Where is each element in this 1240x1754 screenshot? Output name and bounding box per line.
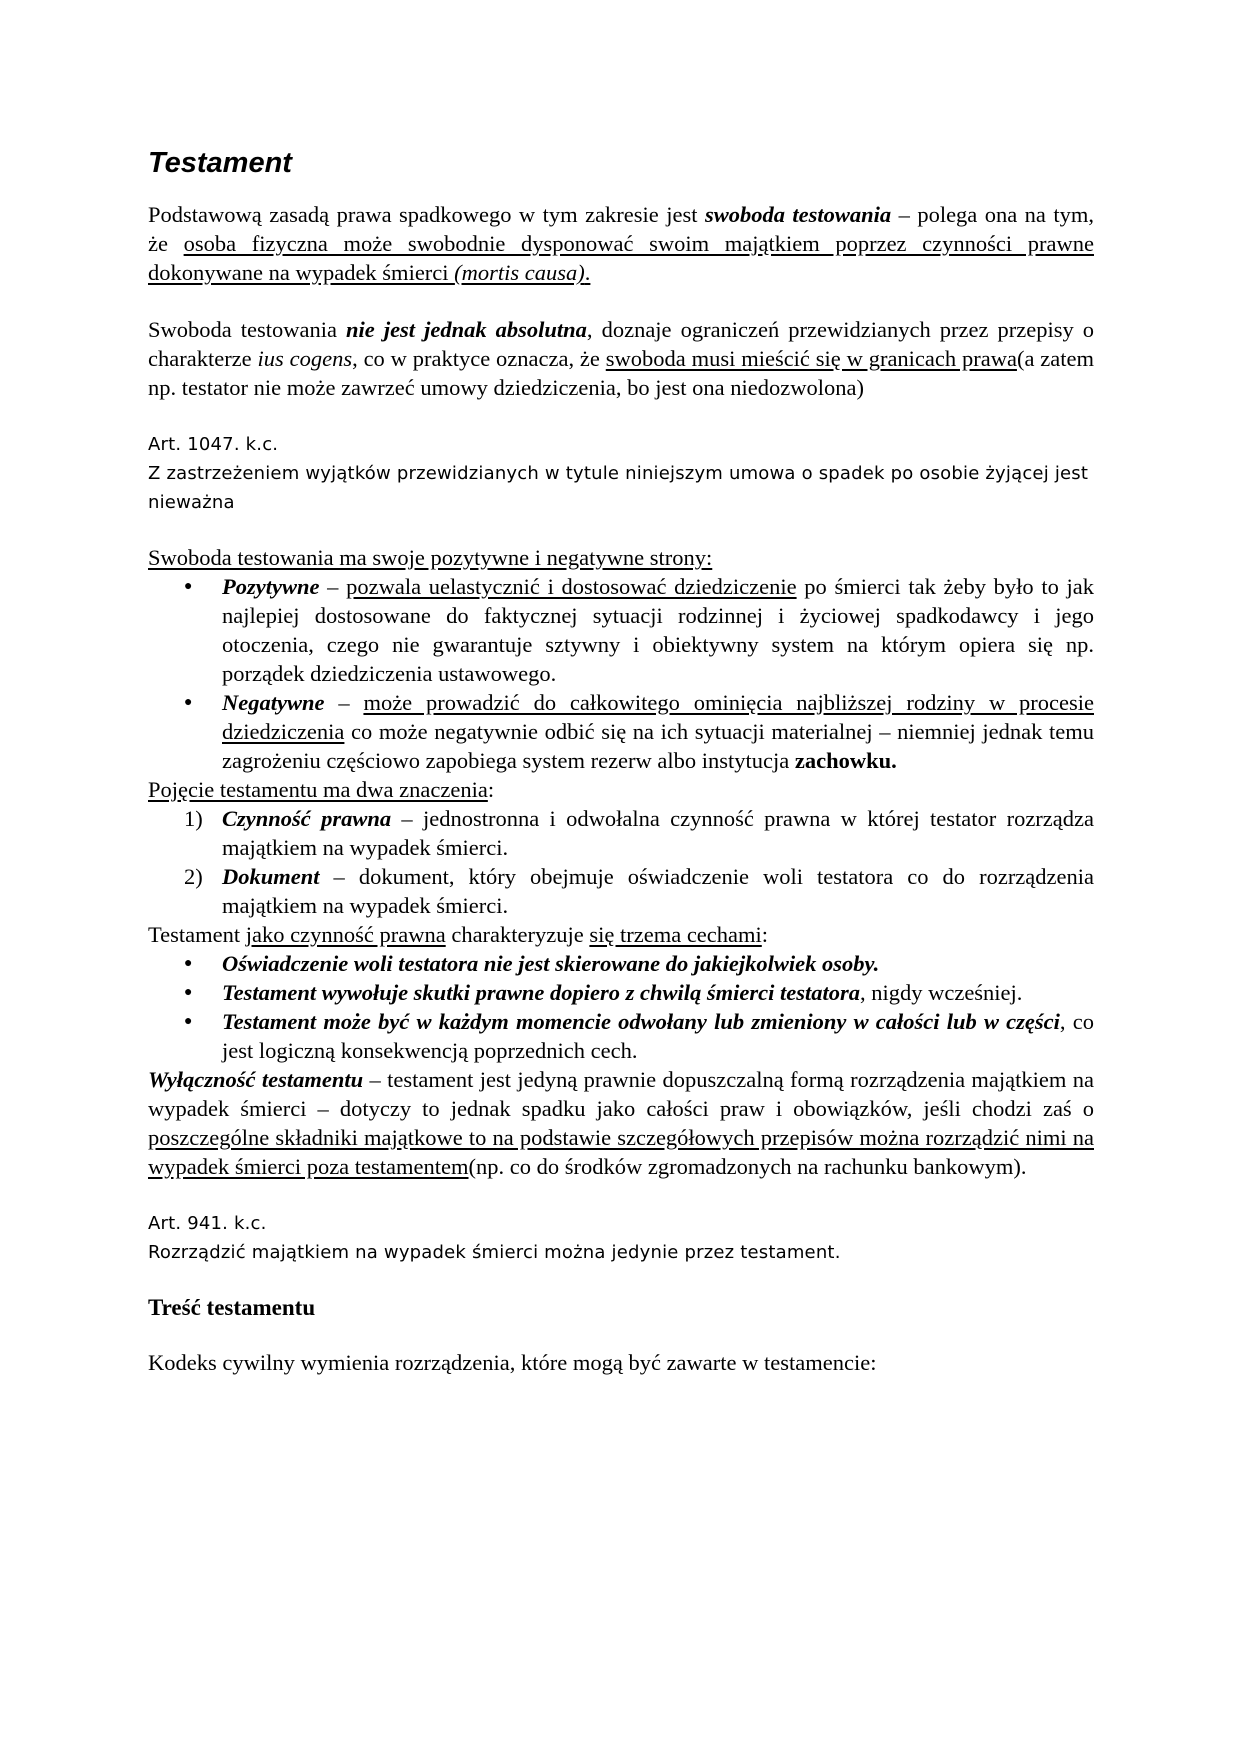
text: (a zatem np. testator nie może zawrzeć umowy dziedziczenia, bo jest ona niedozwolona)	[148, 346, 1094, 400]
article-941-quote	[148, 1209, 1094, 1267]
article-text: Z zastrzeżeniem wyjątków przewidzianych w tytule niniejszym umowa o spadek po osobie żyjącej jest nieważna	[148, 463, 1089, 513]
text: Swoboda testowania	[148, 317, 347, 342]
page-title: Testament	[148, 147, 292, 179]
features-list	[148, 949, 1094, 1065]
paragraph-exclusivity: Wyłączność testamentu – testament jest jedyną prawnie dopuszczalną formą rozrządzenia majątkiem na wypadek śmierci – dotyczy to jednak spadku jako całości praw i obowiązków, jeśli chodzi zaś o poszczególne składniki majątkowe to na podstawie szczegółowych przepisów można rozrządzić nimi na wypadek śmierci poza testamentem(np. co do środków zgromadzonych na rachunku bankowym).	[148, 1067, 1094, 1179]
list-item: ● Negatywne – może prowadzić do całkowitego ominięcia najbliższej rodziny w procesie dziedziczenia co może negatywnie odbić się na ich sytuacji materialnej – niemniej jednak temu zagrożeniu częściowo zapobiega system rezerw albo instytucja zachowku.	[148, 688, 1094, 775]
underlined-text: swoboda musi mieścić się w granicach prawa	[605, 346, 1017, 371]
list-item: ● Testament wywołuje skutki prawne dopiero z chwilą śmierci testatora, nigdy wcześniej.	[148, 978, 1094, 1007]
emphasis: nie jest jednak absolutna	[346, 317, 587, 342]
meanings-list	[148, 804, 1094, 920]
features-heading: Testament jako czynność prawna charakteryzuje się trzema cechami:	[148, 922, 769, 947]
article-ref: Art. 941. k.c.	[148, 1213, 267, 1234]
text: , co w praktyce oznacza, że	[352, 346, 606, 371]
emphasis: swoboda testowania	[704, 202, 892, 227]
emphasis: Wyłączność testamentu	[148, 1067, 364, 1092]
closing-line: Kodeks cywilny wymienia rozrządzenia, które mogą być zawarte w testamencie:	[148, 1350, 877, 1375]
sides-list	[148, 572, 1094, 775]
article-1047-quote	[148, 430, 1094, 517]
paragraph-limits	[148, 315, 1094, 402]
sides-heading: Swoboda testowania ma swoje pozytywne i negatywne strony:	[148, 545, 713, 570]
section-heading: Treść testamentu	[148, 1295, 316, 1320]
meanings-heading: Pojęcie testamentu ma dwa znaczenia:	[148, 777, 495, 802]
list-item: 2) Dokument – dokument, który obejmuje oświadczenie woli testatora co do rozrządzenia majątkiem na wypadek śmierci.	[184, 864, 1094, 918]
underlined-text: poszczególne składniki majątkowe to na podstawie szczegółowych przepisów można rozrządzić nimi na wypadek śmierci poza testamentem	[148, 1125, 1094, 1179]
list-item: ● Testament może być w każdym momencie odwołany lub zmieniony w całości lub w części, co jest logiczną konsekwencją poprzednich cech.	[148, 1007, 1094, 1065]
list-item: 1) Czynność prawna – jednostronna i odwołalna czynność prawna w której testator rozrządza majątkiem na wypadek śmierci.	[184, 806, 1094, 860]
list-item: ● Oświadczenie woli testatora nie jest skierowane do jakiejkolwiek osoby.	[148, 949, 1094, 978]
text: Podstawową zasadą prawa spadkowego w tym zakresie jest	[148, 202, 705, 227]
list-item: ● Pozytywne – pozwala uelastycznić i dostosować dziedziczenie po śmierci tak żeby było to jak najlepiej dostosowane do faktycznej sytuacji rodzinnej i życiowej spadkodawcy i jego otoczenia, czego nie gwarantuje sztywny i obiektywny system na którym opiera się np. porządek dziedziczenia ustawowego.	[148, 572, 1094, 688]
article-ref: Art. 1047. k.c.	[148, 434, 279, 455]
text: , doznaje ograniczeń przewidzianych przez przepisy o charakterze	[148, 317, 1094, 371]
paragraph-freedom-of-testation	[148, 200, 1094, 287]
text: – polega ona na tym, że	[148, 202, 1094, 256]
document-body	[148, 140, 1094, 1377]
latin-term: ius cogens	[257, 346, 353, 371]
underlined-text: osoba fizyczna może swobodnie dysponować swoim majątkiem poprzez czynności prawne dokonywane na wypadek śmierci (mortis causa).	[148, 231, 1094, 285]
article-text: Rozrządzić majątkiem na wypadek śmierci można jedynie przez testament.	[148, 1242, 841, 1263]
